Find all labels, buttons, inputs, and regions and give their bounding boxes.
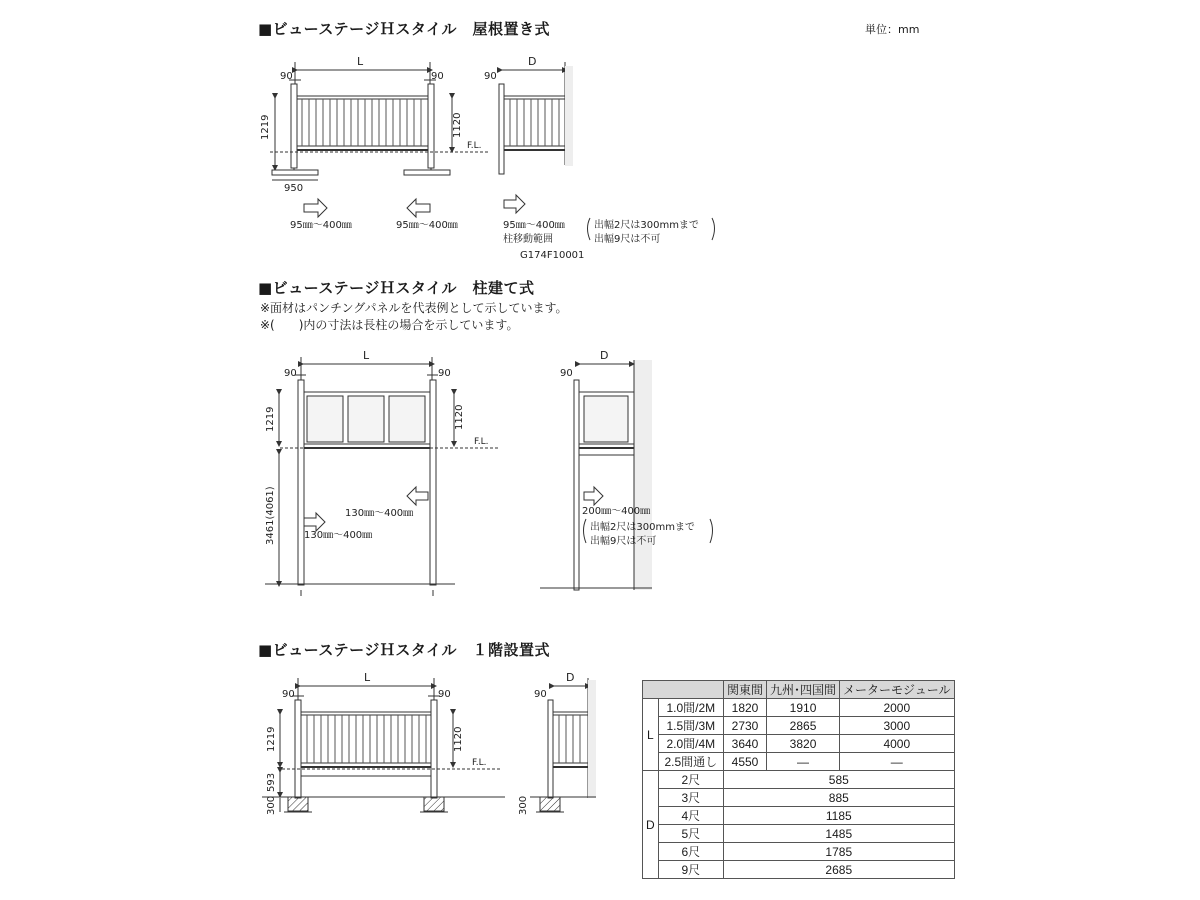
spec-d-row — [643, 789, 955, 807]
spec-d-row-label: 2尺 — [658, 771, 723, 789]
s3-front-view — [262, 678, 505, 812]
s1-fl: F.L. — [467, 141, 482, 151]
s3-fl: F.L. — [472, 758, 487, 768]
s3-dim-593: 593 — [266, 772, 277, 792]
s1-move-middle: 95㎜〜400㎜ — [396, 220, 458, 231]
spec-l-row — [643, 699, 955, 717]
spec-l-label: L — [643, 699, 659, 771]
spec-l-row-label: 1.0間/2M — [658, 699, 723, 717]
s1-brace-left — [588, 218, 591, 240]
spec-l-cell: 2000 — [840, 699, 955, 717]
spec-d-row-label: 3尺 — [658, 789, 723, 807]
s3-dim-post-left: 90 — [282, 689, 295, 700]
section2-title: ■ビューステージＨスタイル 柱建て式 — [258, 279, 535, 297]
s2-move-right: 200㎜〜400㎜ — [582, 506, 651, 517]
spec-l-row — [643, 753, 955, 771]
spec-d-cell: 885 — [724, 789, 955, 807]
spec-l-cell: 3000 — [840, 717, 955, 735]
s2-brace-line1: 出幅2尺は300mmまで — [590, 522, 695, 533]
spec-header-meter: メーターモジュール — [840, 681, 955, 699]
s2-brace-line2: 出幅9尺は不可 — [590, 536, 657, 547]
s3-dim-300: 300 — [266, 795, 277, 815]
s2-brace-left — [584, 519, 587, 543]
s3-dim-1219: 1219 — [266, 726, 277, 752]
spec-d-cell: 585 — [724, 771, 955, 789]
spec-d-row — [643, 807, 955, 825]
unit-label: 単位：mm — [865, 23, 920, 36]
spec-header-row — [643, 681, 955, 699]
s2-dim-1120: 1120 — [454, 404, 465, 430]
spec-d-cell: 1785 — [724, 843, 955, 861]
spec-l-cell: 3640 — [724, 735, 767, 753]
s1-dim-1219: 1219 — [260, 114, 271, 140]
spec-header-kyushu: 九州･四国間 — [767, 681, 840, 699]
spec-l-cell: 1820 — [724, 699, 767, 717]
s1-dim-950: 950 — [284, 183, 304, 194]
spec-d-row-label: 6尺 — [658, 843, 723, 861]
spec-d-cell: 2685 — [724, 861, 955, 879]
spec-l-cell: 2730 — [724, 717, 767, 735]
spec-l-cell: 2865 — [767, 717, 840, 735]
s2-side-dim-90: 90 — [560, 368, 573, 379]
s1-dim-post-left: 90 — [280, 71, 293, 82]
spec-corner — [643, 681, 724, 699]
spec-header-kanto: 関東間 — [724, 681, 767, 699]
spec-l-cell: 1910 — [767, 699, 840, 717]
s2-move-middle: 130㎜〜400㎜ — [345, 508, 414, 519]
s3-dim-post-right: 90 — [438, 689, 451, 700]
s1-dim-post-right: 90 — [431, 71, 444, 82]
s1-side-dim-D: D — [528, 55, 537, 68]
spec-d-row-label: 5尺 — [658, 825, 723, 843]
s1-side-dim-90: 90 — [484, 71, 497, 82]
spec-table — [642, 680, 955, 879]
s1-move-right: 95㎜〜400㎜ — [503, 220, 565, 231]
spec-l-row-label: 2.5間通し — [658, 753, 723, 771]
s1-brace-right — [712, 218, 715, 240]
spec-l-cell: 4000 — [840, 735, 955, 753]
spec-l-row-label: 2.0間/4M — [658, 735, 723, 753]
s2-front-view — [265, 357, 500, 596]
s3-side-dim-D: D — [566, 671, 575, 684]
spec-d-row-label: 9尺 — [658, 861, 723, 879]
spec-d-row — [643, 825, 955, 843]
s1-dim-1120: 1120 — [452, 112, 463, 138]
s1-move-arrows — [304, 195, 525, 217]
s2-dim-post-left: 90 — [284, 368, 297, 379]
spec-l-cell: 3820 — [767, 735, 840, 753]
s1-move-right-sub: 柱移動範囲 — [503, 234, 553, 245]
s1-move-left: 95㎜〜400㎜ — [290, 220, 352, 231]
s3-dim-1120: 1120 — [453, 726, 464, 752]
spec-l-cell: ― — [767, 753, 840, 771]
s2-dim-1219: 1219 — [265, 406, 276, 432]
spec-d-row — [643, 843, 955, 861]
spec-l-cell: ― — [840, 753, 955, 771]
spec-l-row-label: 1.5間/3M — [658, 717, 723, 735]
s1-brace-line1: 出幅2尺は300mmまで — [594, 220, 699, 231]
s1-brace-line2: 出幅9尺は不可 — [594, 234, 661, 245]
s2-side-dim-D: D — [600, 349, 609, 362]
s2-side-view — [540, 360, 652, 590]
spec-l-row — [643, 717, 955, 735]
s2-fl: F.L. — [474, 437, 489, 447]
s1-side-view — [499, 62, 573, 174]
s1-balusters — [302, 99, 421, 146]
s2-dim-post-right: 90 — [438, 368, 451, 379]
s1-code: G174F10001 — [520, 250, 585, 261]
s3-dim-L: L — [364, 671, 371, 684]
spec-d-row — [643, 861, 955, 879]
spec-d-label: D — [643, 771, 659, 879]
s2-move-left: 130㎜〜400㎜ — [304, 530, 373, 541]
s1-dim-L: L — [357, 55, 364, 68]
s2-dim-L: L — [363, 349, 370, 362]
section2-note-1: ※面材はパンチングパネルを代表例として示しています。 — [260, 301, 568, 315]
section1-title: ■ビューステージＨスタイル 屋根置き式 — [258, 20, 551, 38]
spec-d-row — [643, 771, 955, 789]
s2-dim-3461: 3461(4061) — [265, 486, 276, 545]
spec-d-row-label: 4尺 — [658, 807, 723, 825]
s3-side-dim-300: 300 — [518, 795, 529, 815]
spec-d-cell: 1485 — [724, 825, 955, 843]
s3-side-dim-90: 90 — [534, 689, 547, 700]
s2-brace-right — [710, 519, 713, 543]
spec-l-cell: 4550 — [724, 753, 767, 771]
spec-l-row — [643, 735, 955, 753]
section2-note-2: ※( )内の寸法は長柱の場合を示しています。 — [260, 318, 519, 332]
section3-title: ■ビューステージＨスタイル １階設置式 — [258, 641, 551, 659]
spec-d-cell: 1185 — [724, 807, 955, 825]
